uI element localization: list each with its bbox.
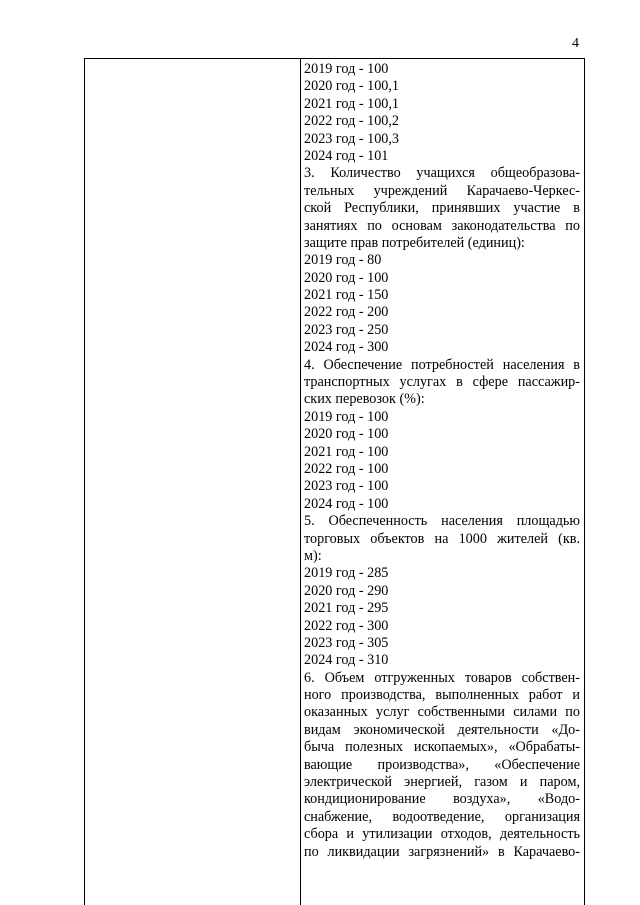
text-line: торговых объектов на 1000 жителей (кв. xyxy=(304,530,580,547)
text-line: 2021 год - 150 xyxy=(304,287,389,304)
text-line: тельных учреждений Карачаево-Черкес- xyxy=(304,182,580,199)
text-line: 2023 год - 250 xyxy=(304,321,389,338)
text-line: 2023 год - 100 xyxy=(304,478,389,495)
text-line: м): xyxy=(304,547,322,564)
text-line: сбора и утилизации отходов, деятельность xyxy=(304,826,580,843)
text-line: 2023 год - 305 xyxy=(304,634,389,651)
indicator-table xyxy=(84,58,585,905)
text-line: 3. Количество учащихся общеобразова- xyxy=(304,165,580,182)
text-line: ских перевозок (%): xyxy=(304,391,425,408)
text-line: 4. Обеспечение потребностей населения в xyxy=(304,356,580,373)
page-number: 4 xyxy=(572,36,579,51)
text-line: 6. Объем отгруженных товаров собствен- xyxy=(304,669,580,686)
text-line: 2020 год - 100 xyxy=(304,426,389,443)
text-line: видам экономической деятельности «До- xyxy=(304,721,580,738)
text-line: 5. Обеспеченность населения площадью xyxy=(304,513,580,530)
text-line: 2022 год - 100,2 xyxy=(304,113,400,130)
text-line: 2022 год - 300 xyxy=(304,617,389,634)
text-line: снабжение, водоотведение, организация xyxy=(304,808,580,825)
text-line: кондиционирование воздуха», «Водо- xyxy=(304,791,580,808)
text-line: электрической энергией, газом и паром, xyxy=(304,774,580,791)
text-line: вающие производства», «Обеспечение xyxy=(304,756,580,773)
text-line: 2020 год - 100,1 xyxy=(304,78,400,95)
text-line: транспортных услугах в сфере пассажир- xyxy=(304,374,580,391)
text-line: 2022 год - 200 xyxy=(304,304,389,321)
text-line: ного производства, выполненных работ и xyxy=(304,687,580,704)
text-line: 2019 год - 285 xyxy=(304,565,389,582)
text-line: 2020 год - 100 xyxy=(304,269,389,286)
text-line: ской Республики, принявших участие в xyxy=(304,200,580,217)
text-line: занятиях по основам законодательства по xyxy=(304,217,580,234)
text-line: 2024 год - 101 xyxy=(304,147,389,164)
text-line: защите прав потребителей (единиц): xyxy=(304,234,525,251)
text-line: 2019 год - 100 xyxy=(304,408,389,425)
text-line: 2021 год - 100,1 xyxy=(304,95,400,112)
text-line: быча полезных ископаемых», «Обрабаты- xyxy=(304,739,580,756)
text-line: 2019 год - 100 xyxy=(304,61,389,77)
text-line: 2020 год - 290 xyxy=(304,582,389,599)
text-line: по ликвидации загрязнений» в Карачаево- xyxy=(304,843,580,860)
text-line: 2024 год - 100 xyxy=(304,495,389,512)
text-line: 2024 год - 310 xyxy=(304,652,389,669)
column-divider xyxy=(300,59,301,905)
text-line: 2021 год - 100 xyxy=(304,443,389,460)
indicator-cell xyxy=(304,61,580,861)
text-line: 2024 год - 300 xyxy=(304,339,389,356)
text-line: 2023 год - 100,3 xyxy=(304,130,400,147)
text-line: оказанных услуг собственными силами по xyxy=(304,704,580,721)
text-line: 2021 год - 295 xyxy=(304,600,389,617)
text-line: 2019 год - 80 xyxy=(304,252,382,269)
text-line: 2022 год - 100 xyxy=(304,460,389,477)
